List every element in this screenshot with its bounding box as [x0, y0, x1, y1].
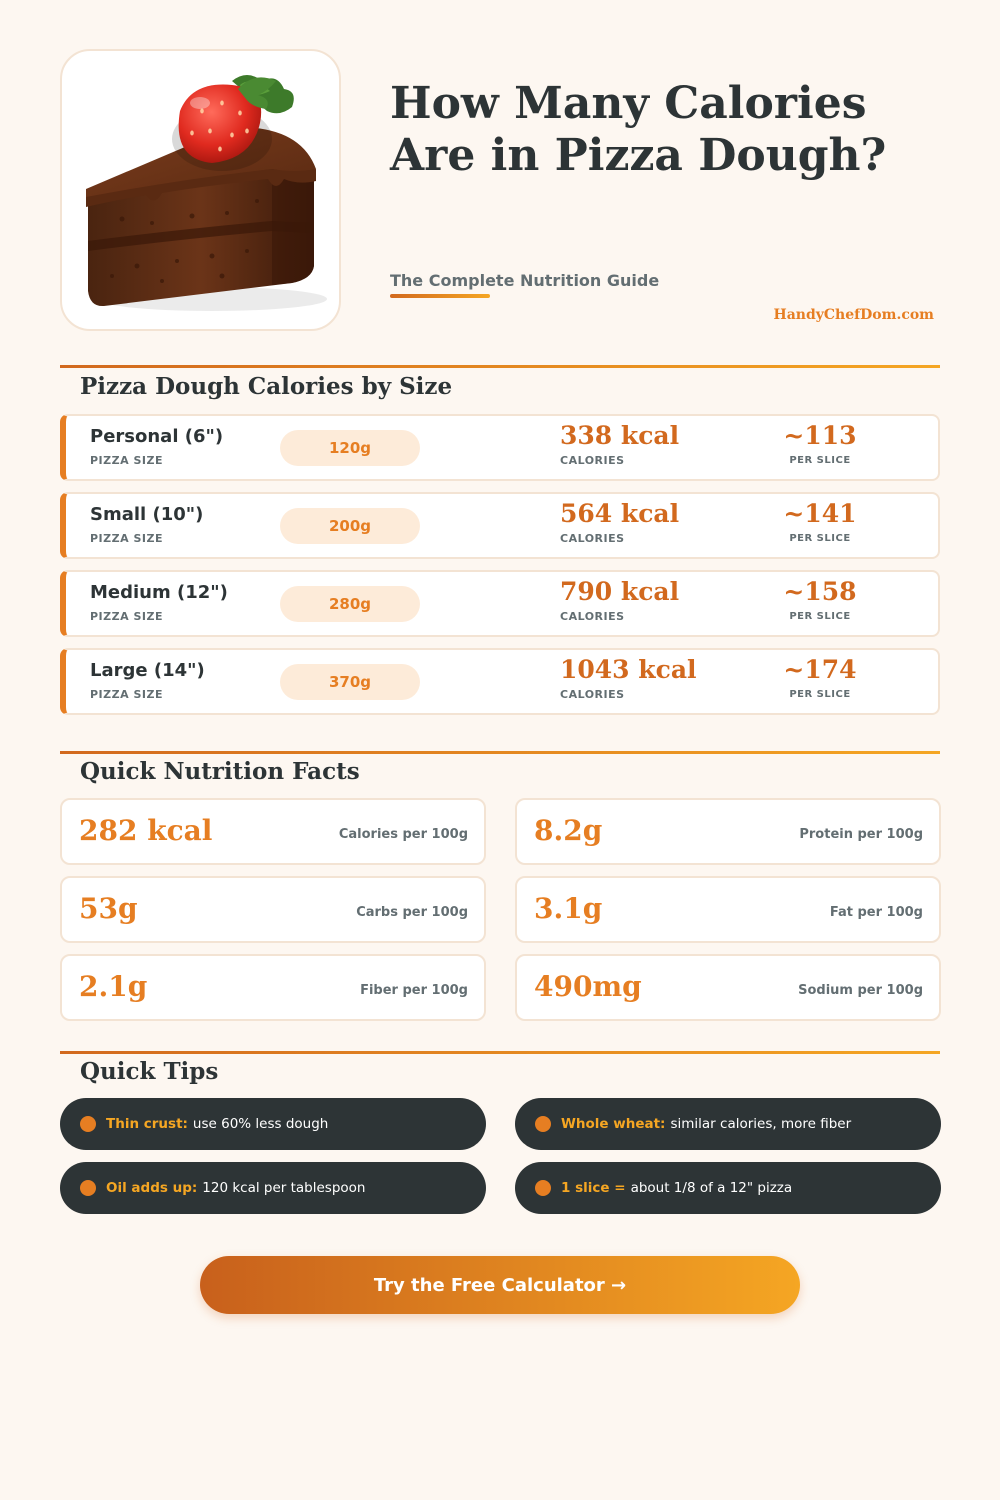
tip-pill	[60, 1162, 486, 1214]
cake-slice-icon	[62, 51, 341, 331]
fact-label: Fiber per 100g	[360, 983, 468, 998]
per-slice-label: PER SLICE	[789, 689, 851, 700]
tip-heading: Oil adds up:	[106, 1180, 198, 1196]
facts-section-title: Quick Nutrition Facts	[80, 758, 360, 785]
brand-link[interactable]: HandyChefDom.com	[773, 307, 934, 323]
fact-label: Carbs per 100g	[356, 905, 468, 920]
section-divider	[60, 365, 940, 368]
weight-badge: 200g	[280, 508, 420, 544]
tip-pill	[515, 1162, 941, 1214]
fact-label: Fat per 100g	[829, 905, 923, 920]
tip-heading: 1 slice =	[561, 1180, 626, 1196]
per-slice-label: PER SLICE	[789, 533, 851, 544]
fact-value: 53g	[79, 892, 138, 925]
bullet-dot-icon	[80, 1116, 96, 1132]
size-name: Medium (12")	[90, 582, 228, 603]
bullet-dot-icon	[535, 1180, 551, 1196]
per-slice-label: PER SLICE	[789, 611, 851, 622]
section-divider	[60, 1051, 940, 1054]
tip-heading: Thin crust:	[106, 1116, 188, 1132]
weight-badge: 370g	[280, 664, 420, 700]
per-slice-label: PER SLICE	[789, 455, 851, 466]
fact-value: 3.1g	[534, 892, 603, 925]
fact-card	[60, 876, 486, 943]
tips-section-title: Quick Tips	[80, 1058, 219, 1085]
fact-card	[515, 798, 941, 865]
fact-value: 282 kcal	[79, 814, 213, 847]
size-row	[60, 570, 940, 637]
weight-badge: 120g	[280, 430, 420, 466]
tip-pill	[60, 1098, 486, 1150]
fact-label: Calories per 100g	[338, 827, 468, 842]
fact-card	[60, 954, 486, 1021]
tip-text: 120 kcal per tablespoon	[202, 1180, 366, 1196]
bullet-dot-icon	[80, 1180, 96, 1196]
size-name: Personal (6")	[90, 426, 224, 447]
tip-pill	[515, 1098, 941, 1150]
calories-value: 1043 kcal	[560, 655, 697, 684]
per-slice-value: ~113	[783, 421, 857, 450]
per-slice-value: ~141	[783, 499, 857, 528]
calculator-cta-button[interactable]: Try the Free Calculator →	[200, 1256, 800, 1314]
fact-value: 2.1g	[79, 970, 148, 1003]
hero-image-card	[60, 49, 341, 331]
calories-value: 564 kcal	[560, 499, 680, 528]
size-label: PIZZA SIZE	[90, 688, 163, 701]
per-slice-value: ~158	[783, 577, 857, 606]
size-name: Small (10")	[90, 504, 204, 525]
size-row	[60, 414, 940, 481]
calories-label: CALORIES	[560, 610, 625, 623]
weight-badge: 280g	[280, 586, 420, 622]
size-row	[60, 648, 940, 715]
tip-text: similar calories, more fiber	[670, 1116, 852, 1132]
calories-label: CALORIES	[560, 532, 625, 545]
tip-text: use 60% less dough	[192, 1116, 329, 1132]
page-subtitle: The Complete Nutrition Guide	[390, 271, 660, 290]
fact-card	[515, 954, 941, 1021]
size-label: PIZZA SIZE	[90, 532, 163, 545]
per-slice-value: ~174	[783, 655, 857, 684]
section-divider	[60, 751, 940, 754]
tip-heading: Whole wheat:	[561, 1116, 666, 1132]
bullet-dot-icon	[535, 1116, 551, 1132]
fact-card	[515, 876, 941, 943]
sizes-section-title: Pizza Dough Calories by Size	[80, 373, 453, 400]
subtitle-underline	[390, 294, 490, 298]
size-label: PIZZA SIZE	[90, 454, 163, 467]
calories-label: CALORIES	[560, 688, 625, 701]
page-title: How Many Calories Are in Pizza Dough?	[390, 78, 887, 181]
fact-card	[60, 798, 486, 865]
fact-label: Sodium per 100g	[798, 983, 923, 998]
calories-value: 790 kcal	[560, 577, 680, 606]
fact-label: Protein per 100g	[799, 827, 923, 842]
size-name: Large (14")	[90, 660, 205, 681]
size-label: PIZZA SIZE	[90, 610, 163, 623]
size-row	[60, 492, 940, 559]
fact-value: 8.2g	[534, 814, 603, 847]
calories-value: 338 kcal	[560, 421, 680, 450]
tip-text: about 1/8 of a 12" pizza	[630, 1180, 793, 1196]
fact-value: 490mg	[534, 970, 642, 1003]
calories-label: CALORIES	[560, 454, 625, 467]
